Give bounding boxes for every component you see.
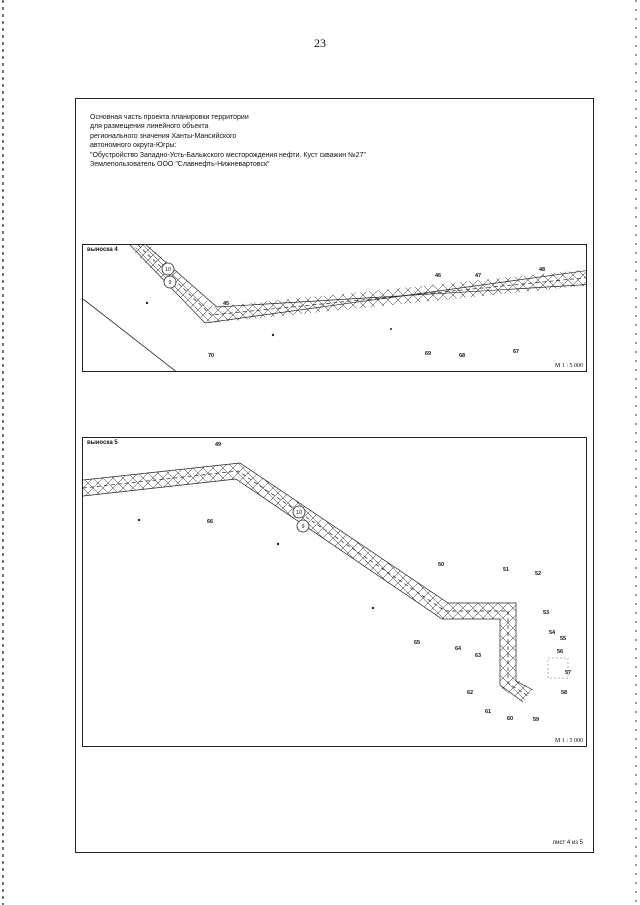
corridor-strip <box>83 471 528 696</box>
header-line: регионального значения Ханты-Мансийского <box>90 132 237 140</box>
point-label: 59 <box>533 717 540 723</box>
svg-text:10: 10 <box>164 267 172 273</box>
panel-title: выноска 4 <box>87 247 118 253</box>
header-line: Землепользователь ООО "Славнефть-Нижневартовск" <box>90 161 270 169</box>
point-label: 63 <box>475 653 482 659</box>
point-label: 60 <box>507 716 514 722</box>
sheet-number: лист 4 из 5 <box>552 840 583 846</box>
scan-edge-right <box>635 0 637 905</box>
header-text <box>90 113 580 169</box>
point-label: 51 <box>503 567 510 573</box>
callout-panel-4 <box>82 244 587 372</box>
circle-marker <box>297 520 309 532</box>
svg-text:9: 9 <box>168 280 172 286</box>
point-label: 57 <box>565 670 572 676</box>
point-label: 45 <box>223 301 230 307</box>
point-label: 70 <box>208 353 215 359</box>
header-line: Основная часть проекта планировки территории <box>90 114 249 121</box>
circle-marker <box>293 506 305 518</box>
point-label: 56 <box>557 649 564 655</box>
boundary-line <box>83 299 178 372</box>
header-line: для размещения линейного объекта <box>90 123 209 131</box>
point-label: 69 <box>425 351 432 357</box>
header-line: автономного округа-Югры: <box>90 142 177 150</box>
point-label: 65 <box>414 640 421 646</box>
svg-text:9: 9 <box>301 524 305 530</box>
point-label: 53 <box>543 610 550 616</box>
scale-label: М 1 : 5 000 <box>554 363 583 369</box>
point-label: 68 <box>459 353 466 359</box>
callout-panel-5 <box>82 437 587 747</box>
point-label: 62 <box>467 690 474 696</box>
scale-label: М 1 : 5 000 <box>554 738 583 744</box>
point-label: 64 <box>455 646 462 652</box>
header-line: "Обустройство Западно-Усть-Балыкского месторождения нефти. Куст скважин №27" <box>90 151 366 159</box>
point-label: 48 <box>539 267 546 273</box>
sheet-frame <box>75 98 594 853</box>
circle-marker <box>164 276 176 288</box>
point-label: 66 <box>207 519 214 525</box>
point-label: 58 <box>561 690 568 696</box>
point-label: 54 <box>549 630 556 636</box>
point-label: 46 <box>435 273 442 279</box>
point-label: 47 <box>475 273 482 279</box>
point-label: 50 <box>438 562 445 568</box>
point-label: 67 <box>513 349 520 355</box>
page-number: 23 <box>314 36 326 50</box>
scan-edge-left <box>2 0 4 905</box>
point-label: 61 <box>485 709 492 715</box>
panel-title: выноска 5 <box>87 440 118 446</box>
svg-text:10: 10 <box>295 510 303 516</box>
map-4 <box>83 245 587 372</box>
point-label: 55 <box>560 636 567 642</box>
circle-marker <box>162 263 174 275</box>
map-5 <box>83 438 587 747</box>
point-label: 52 <box>535 571 542 577</box>
point-label: 49 <box>215 442 222 448</box>
